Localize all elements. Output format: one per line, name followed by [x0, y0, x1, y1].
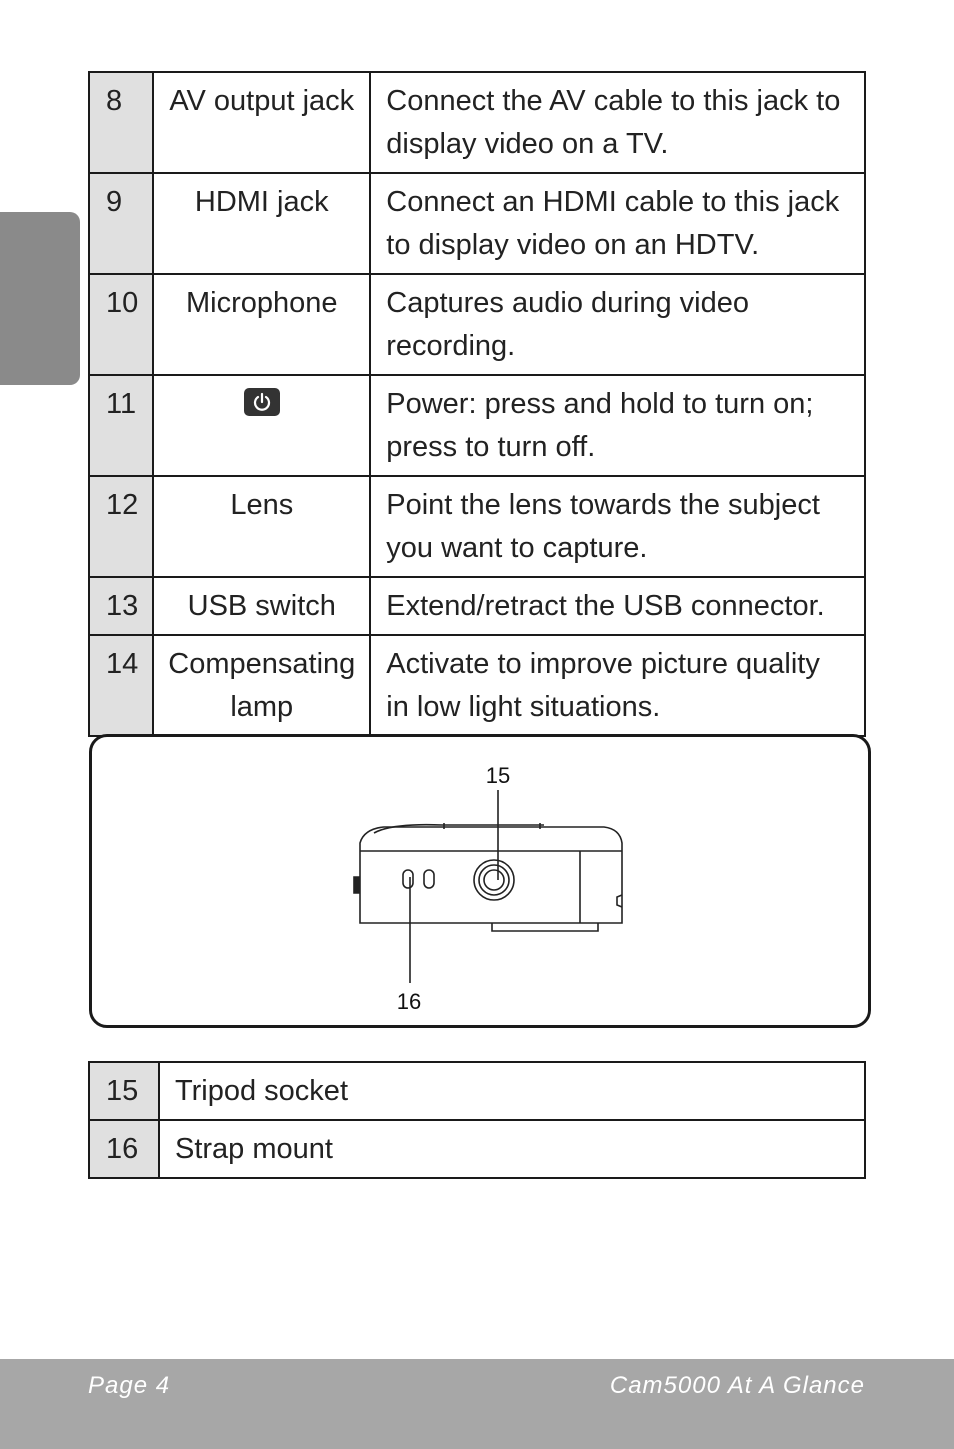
part-description: Extend/retract the USB connector. — [370, 577, 865, 635]
power-icon — [244, 388, 280, 416]
camera-illustration — [92, 737, 868, 1025]
table-row — [89, 72, 865, 173]
language-tab-label: English — [48, 472, 69, 548]
part-description: Connect an HDMI cable to this jack to display video on an HDTV. — [370, 173, 865, 274]
part-name: Lens — [153, 476, 370, 577]
table-row — [89, 1120, 865, 1178]
callout-label: 15 — [485, 763, 511, 788]
desc-line: press to turn off. — [386, 431, 596, 463]
table-row — [89, 375, 865, 476]
row-number: 10 — [89, 274, 153, 375]
part-name: Strap mount — [159, 1120, 865, 1178]
part-name: USB switch — [153, 577, 370, 635]
row-number: 12 — [89, 476, 153, 577]
part-description: Connect the AV cable to this jack to display video on a TV. — [370, 72, 865, 173]
part-name: AV output jack — [153, 72, 370, 173]
part-name: Microphone — [153, 274, 370, 375]
part-description: Activate to improve picture quality in low light situations. — [370, 635, 865, 736]
part-name: Compensating lamp — [153, 635, 370, 736]
row-number: 16 — [89, 1120, 159, 1178]
camera-bottom-diagram — [89, 734, 871, 1028]
parts-table — [88, 1061, 866, 1179]
table-row — [89, 1062, 865, 1120]
page-footer — [0, 1359, 954, 1449]
spec-table — [88, 71, 866, 737]
table-row — [89, 274, 865, 375]
row-number: 15 — [89, 1062, 159, 1120]
row-number: 14 — [89, 635, 153, 736]
row-number: 13 — [89, 577, 153, 635]
table-row — [89, 476, 865, 577]
row-number: 8 — [89, 72, 153, 173]
row-number: 9 — [89, 173, 153, 274]
page-number: Page 4 — [88, 1372, 171, 1399]
callout-label: 16 — [396, 989, 422, 1014]
part-name: HDMI jack — [153, 173, 370, 274]
part-description: Captures audio during video recording. — [370, 274, 865, 375]
table-row — [89, 173, 865, 274]
part-name: Tripod socket — [159, 1062, 865, 1120]
table-row — [89, 635, 865, 736]
part-description: Point the lens towards the subject you want to capture. — [370, 476, 865, 577]
part-description — [370, 375, 865, 476]
section-title: Cam5000 At A Glance — [609, 1372, 865, 1399]
row-number: 11 — [89, 375, 153, 476]
language-tab — [0, 212, 80, 548]
table-row — [89, 577, 865, 635]
part-name — [153, 375, 370, 476]
desc-line: Power: press and hold to turn on; — [386, 388, 814, 420]
